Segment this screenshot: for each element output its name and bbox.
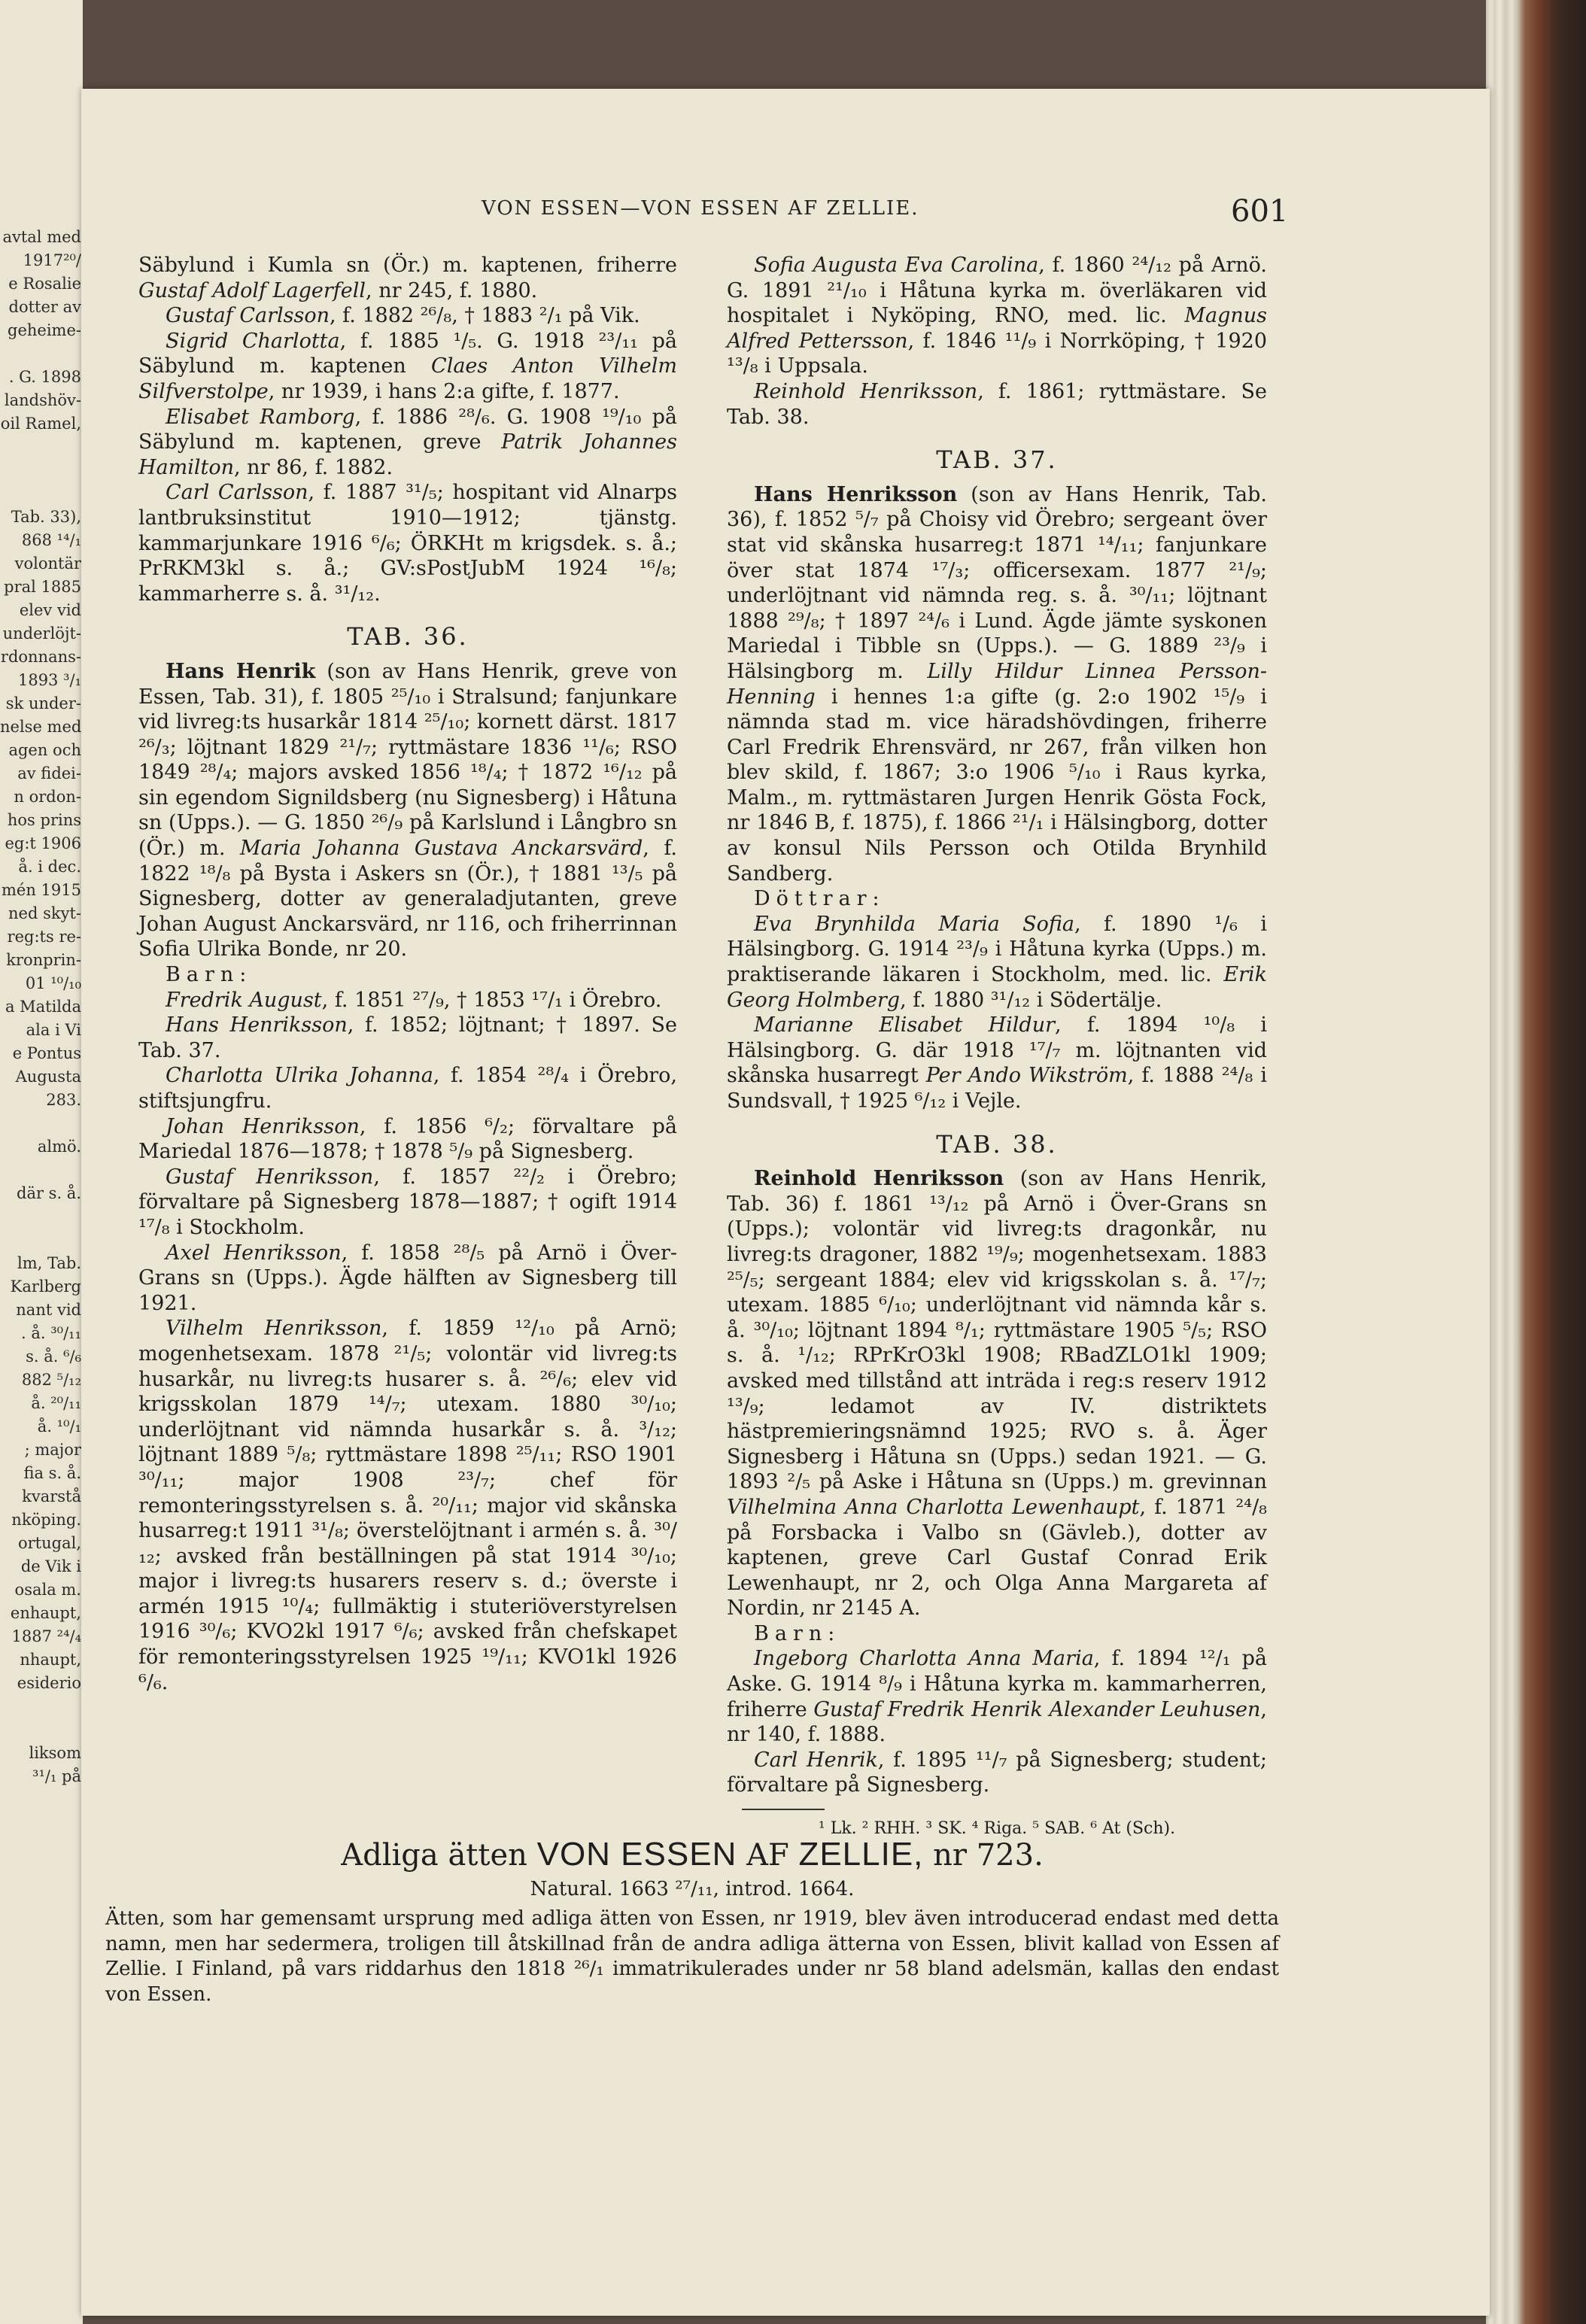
edge-line: 01 ¹⁰/₁₀	[25, 974, 81, 992]
edge-line: ; major	[24, 1441, 81, 1459]
edge-line: nhaupt,	[20, 1651, 81, 1669]
title-prefix: Adliga ätten	[341, 1838, 527, 1873]
edge-line	[0, 1159, 81, 1182]
edge-line: osala m.	[14, 1581, 81, 1599]
edge-line: agen och	[8, 741, 81, 759]
edge-line: oil Ramel,	[0, 415, 81, 433]
entry-paragraph: Sigrid Charlotta, f. 1885 ¹/₅. G. 1918 ²³/₁₁ på Säbylund m. kaptenen Claes Anton Vilhelm Silfverstolpe, nr 1939, i hans 2:a gifte, f. 1877.	[138, 329, 677, 403]
edge-line: 868 ¹⁴/₁	[21, 531, 81, 549]
edge-line: 1917²⁰/	[23, 251, 81, 269]
family-title	[105, 1836, 1279, 1873]
adjacent-page-text	[0, 226, 81, 1788]
book-edge	[1486, 0, 1586, 2324]
edge-line: a Matilda	[5, 998, 81, 1016]
edge-line: ned skyt-	[8, 904, 81, 922]
edge-line: n ordon-	[14, 788, 81, 806]
edge-line: Augusta	[15, 1068, 81, 1086]
edge-line: elev vid	[19, 601, 81, 619]
left-column	[138, 253, 677, 1695]
edge-line	[0, 482, 81, 506]
edge-line: de Vik i	[20, 1557, 81, 1575]
edge-line	[0, 1205, 81, 1229]
entry-paragraph: Eva Brynhilda Maria Sofia, f. 1890 ¹/₆ i Hälsingborg. G. 1914 ²³/₉ i Håtuna kyrka (Upps.) m. praktiserande läkaren i Stockholm, med. lic. Erik Georg Holmberg, f. 1880 ³¹/₁₂ i Södertälje.	[727, 912, 1267, 1012]
edge-line: esiderio	[17, 1674, 81, 1692]
edge-line: dotter av	[8, 298, 81, 316]
children-heading: Barn:	[754, 1621, 841, 1645]
edge-line: kronprin-	[6, 951, 81, 969]
edge-line: mén 1915	[2, 881, 81, 899]
edge-line: ortugal,	[18, 1534, 81, 1552]
entry-paragraph: Reinhold Henriksson (son av Hans Henrik, Tab. 36) f. 1861 ¹³/₁₂ på Arnö i Över-Grans sn (Upps.); volontär vid livreg:ts dragonkår, nu livreg:ts dragoner, 1882 ¹⁹/₉; mogenhetsexam. 1883 ²⁵/₅; sergeant 1884; elev vid krigsskolan s. å. ¹⁷/₇; utexam. 1885 ⁶/₁₀; underlöjtnant vid nämnda kår s. å. ³⁰/₁₀; löjtnant 1894 ⁸/₁; ryttmästare 1905 ⁵/₅; RSO s. å. ¹/₁₂; RPrKrO3kl 1908; RBadZLO1kl 1909; avsked med tillstånd att inträda i reg:s reserv 1912 ¹³/₉; ledamot av IV. distriktets hästpremieringsnämnd 1925; RVO s. å. Äger Signesberg i Håtuna sn (Upps.) sedan 1921. — G. 1893 ²/₅ på Aske i Håtuna sn (Upps.) m. grevinnan Vilhelmina Anna Charlotta Lewenhaupt, f. 1871 ²⁴/₈ på Forsbacka i Valbo sn (Gävleb.), dotter av kaptenen, greve Carl Gustaf Conrad Erik Lewenhaupt, nr 2, och Olga Anna Margareta af Nordin, nr 2145 A.	[727, 1167, 1267, 1621]
edge-line: sk under-	[5, 694, 81, 712]
edge-line: . G. 1898	[8, 368, 81, 386]
edge-line: geheime-	[8, 321, 81, 339]
edge-line	[0, 1229, 81, 1252]
edge-line: av fidei-	[17, 764, 81, 782]
entry-paragraph: Vilhelm Henriksson, f. 1859 ¹²/₁₀ på Arnö; mogenhetsexam. 1878 ²¹/₅; volontär vid livreg:ts husarkår, nu livreg:ts husarer s. å. ²⁶/₆; elev vid krigsskolan 1879 ¹⁴/₇; utexam. 1880 ³⁰/₁₀; underlöjtnant vid nämnda husarkår s. å. ³/₁₂; löjtnant 1889 ⁵/₈; ryttmästare 1898 ²⁵/₁₁; RSO 1901 ³⁰/₁₁; major 1908 ²³/₇; chef för remonteringsstyrelsen s. å. ²⁰/₁₁; major vid skånska husarreg:t 1911 ³¹/₈; överstelöjtnant i armén s. å. ³⁰/₁₂; avsked från beställningen på stat 1914 ³⁰/₁₀; major i livreg:ts husarers reserv s. d.; överste i armén 1915 ¹⁰/₄; fullmäktig i stuteriöverstyrelsen 1916 ³⁰/₆; KVO2kl 1917 ⁶/₆; avsked från chefskapet för remonteringsstyrelsen 1925 ¹⁹/₁₁; KVO1kl 1926 ⁶/₆.	[138, 1317, 677, 1694]
edge-line	[0, 342, 81, 366]
edge-line: där s. å.	[17, 1184, 81, 1202]
table-heading: TAB. 38.	[936, 1129, 1058, 1159]
edge-line	[0, 1112, 81, 1135]
edge-line: kvarstå	[22, 1487, 81, 1505]
edge-line: landshöv-	[4, 391, 81, 409]
footnotes: ¹ Lk. ² RHH. ³ SK. ⁴ Riga. ⁵ SAB. ⁶ At (Sch).	[818, 1819, 1176, 1839]
edge-line: eg:t 1906	[5, 834, 81, 852]
edge-line: å. ¹⁰/₁	[37, 1417, 81, 1435]
edge-line: hos prins	[7, 811, 81, 829]
title-number: nr 723.	[933, 1838, 1044, 1873]
edge-line: 882 ⁵/₁₂	[21, 1371, 81, 1389]
entry-paragraph: Reinhold Henriksson, f. 1861; ryttmästare. Se Tab. 38.	[727, 379, 1267, 429]
entry-paragraph: Johan Henriksson, f. 1856 ⁶/₂; förvaltare på Mariedal 1876—1878; † 1878 ⁵/₉ på Signesberg.	[138, 1114, 677, 1164]
edge-line	[0, 459, 81, 482]
edge-line: avtal med	[2, 228, 81, 246]
table-heading: TAB. 36.	[347, 622, 469, 652]
entry-paragraph: Carl Carlsson, f. 1887 ³¹/₅; hospitant vid Alnarps lantbruksinstitut 1910—1912; tjänstg. kammarjunkare 1916 ⁶/₆; ÖRKHt m krigsdek. s. å.; PrRKM3kl s. å.; GV:sPostJubM 1924 ¹⁶/₈; kammarherre s. å. ³¹/₁₂.	[138, 481, 677, 606]
children-heading: Barn:	[166, 963, 253, 987]
edge-line: Tab. 33),	[11, 508, 81, 526]
entry-paragraph: Axel Henriksson, f. 1858 ²⁸/₅ på Arnö i Över-Grans sn (Upps.). Ägde hälften av Signesberg till 1921.	[138, 1241, 677, 1315]
edge-line: enhaupt,	[10, 1604, 81, 1622]
right-column	[727, 253, 1267, 1842]
edge-line	[0, 436, 81, 459]
edge-line: almö.	[37, 1138, 81, 1156]
edge-line: nelse med	[0, 718, 81, 736]
edge-line: lm, Tab.	[17, 1254, 81, 1272]
edge-line: 1887 ²⁴/₄	[11, 1627, 81, 1645]
entry-paragraph: Hans Henriksson (son av Hans Henrik, Tab. 36), f. 1852 ⁵/₇ på Choisy vid Örebro; sergeant över stat vid skånska husarreg:t 1871 ¹⁴/₁₁; fanjunkare över stat 1874 ¹⁷/₃; officersexam. 1877 ²¹/₉; underlöjtnant vid nämnda reg. s. å. ³⁰/₁₁; löjtnant 1888 ²⁹/₈; † 1897 ²⁴/₆ i Lund. Ägde jämte syskonen Mariedal i Tibble sn (Upps.). — G. 1889 ²³/₉ i Hälsingborg m. Lilly Hildur Linnea Persson-Henning i hennes 1:a gifte (g. 2:o 1902 ¹⁵/₉ i nämnda stad m. vice häradshövdingen, friherre Carl Fredrik Ehrensvärd, nr 267, från vilken hon blev skild, f. 1867; 3:o 1906 ⁵/₁₀ i Raus kyrka, Malm., m. ryttmästaren Jurgen Henrik Gösta Fock, nr 1846 B, f. 1875), f. 1866 ²¹/₁ i Hälsingborg, dotter av konsul Nils Persson och Otilda Brynhild Sandberg.	[727, 482, 1267, 886]
edge-line: ala i Vi	[26, 1021, 81, 1039]
running-header: VON ESSEN—VON ESSEN AF ZELLIE.	[482, 197, 919, 220]
edge-line: e Pontus	[12, 1044, 81, 1062]
entry-paragraph: Charlotta Ulrika Johanna, f. 1854 ²⁸/₄ i Örebro, stiftsjungfru.	[138, 1064, 677, 1113]
edge-line: e Rosalie	[8, 275, 81, 293]
edge-line: reg:ts re-	[7, 928, 81, 946]
edge-line: Karlberg	[10, 1277, 81, 1296]
entry-paragraph: Elisabet Ramborg, f. 1886 ²⁸/₆. G. 1908 ¹⁹/₁₀ på Säbylund m. kaptenen, greve Patrik Johannes Hamilton, nr 86, f. 1882.	[138, 405, 677, 479]
family-subtitle: Natural. 1663 ²⁷/₁₁, introd. 1664.	[530, 1878, 855, 1900]
children-heading: Döttrar:	[754, 887, 886, 911]
footnote-rule	[742, 1809, 825, 1810]
edge-line: 283.	[46, 1091, 81, 1109]
title-af: AF	[746, 1838, 789, 1873]
edge-line	[0, 1695, 81, 1718]
edge-line: 1893 ³/₁	[17, 671, 81, 689]
adjacent-page	[0, 0, 83, 2324]
entry-paragraph: Gustaf Henriksson, f. 1857 ²²/₂ i Örebro; förvaltare på Signesberg 1878—1887; † ogift 1914 ¹⁷/₈ i Stockholm.	[138, 1165, 677, 1239]
family-text: Ätten, som har gemensamt ursprung med adliga ätten von Essen, nr 1919, blev även introducerad endast med detta namn, men har sedermera, troligen till åtskillnad från de andra adliga ätterna von Essen, blivit kallad von Essen af Zellie. I Finland, på vars riddarhus den 1818 ²⁶/₁ immatrikulerades under nr 58 bland adelsmän, kallas den endast von Essen.	[105, 1907, 1279, 2006]
title-name-2: ZELLIE,	[798, 1836, 924, 1873]
edge-line: nköping.	[11, 1511, 81, 1529]
edge-line: pral 1885	[4, 578, 81, 596]
entry-paragraph: Fredrik August, f. 1851 ²⁷/₉, † 1853 ¹⁷/₁ i Örebro.	[166, 988, 662, 1012]
entry-paragraph: Marianne Elisabet Hildur, f. 1894 ¹⁰/₈ i Hälsingborg. G. där 1918 ¹⁷/₇ m. löjtnanten vid skånska husarregt Per Ando Wikström, f. 1888 ²⁴/₈ i Sundsvall, † 1925 ⁶/₁₂ i Vejle.	[727, 1013, 1267, 1113]
entry-paragraph: Carl Henrik, f. 1895 ¹¹/₇ på Signesberg; student; förvaltare på Signesberg.	[727, 1748, 1268, 1797]
entry-paragraph: Hans Henriksson, f. 1852; löjtnant; † 1897. Se Tab. 37.	[138, 1013, 677, 1062]
edge-line: . å. ³⁰/₁₁	[21, 1324, 81, 1342]
edge-line: fia s. å.	[23, 1464, 81, 1482]
edge-line	[0, 1718, 81, 1742]
title-name: VON ESSEN	[536, 1836, 737, 1873]
edge-line: å. ²⁰/₁₁	[31, 1394, 81, 1412]
table-heading: TAB. 37.	[936, 445, 1058, 475]
edge-line: liksom	[29, 1744, 81, 1762]
entry-paragraph: Ingeborg Charlotta Anna Maria, f. 1894 ¹²/₁ på Aske. G. 1914 ⁸/₉ i Håtuna kyrka m. kammarherren, friherre Gustaf Fredrik Henrik Alexander Leuhusen, nr 140, f. 1888.	[727, 1647, 1268, 1747]
edge-line: underlöjt-	[2, 624, 81, 643]
edge-line: å. i dec.	[18, 858, 81, 876]
entry-paragraph: Hans Henrik (son av Hans Henrik, greve von Essen, Tab. 31), f. 1805 ²⁵/₁₀ i Stralsund; fanjunkare vid livreg:ts husarkår 1814 ²⁵/₁₀; kornett därst. 1817 ²⁶/₃; löjtnant 1829 ²¹/₇; ryttmästare 1836 ¹¹/₆; RSO 1849 ²⁸/₄; majors avsked 1856 ¹⁸/₄; † 1872 ¹⁶/₁₂ på sin egendom Signildsberg (nu Signesberg) i Håtuna sn (Upps.). — G. 1850 ²⁶/₉ på Karlslund i Långbro sn (Ör.) m. Maria Johanna Gustava Anckarsvärd, f. 1822 ¹⁸/₈ på Bysta i Askers sn (Ör.), † 1881 ¹³/₅ på Signesberg, dotter av generaladjutanten, greve Johan August Anckarsvärd, nr 116, och friherrinnan Sofia Ulrika Bonde, nr 20.	[138, 659, 678, 961]
entry-paragraph: Gustaf Carlsson, f. 1882 ²⁶/₈, † 1883 ²/₁ på Vik.	[166, 304, 640, 328]
edge-line: s. å. ⁶/₆	[26, 1347, 81, 1366]
page-number: 601	[1231, 194, 1289, 229]
edge-line: volontär	[14, 554, 81, 573]
edge-line: ³¹/₁ på	[32, 1767, 81, 1785]
entry-paragraph: Säbylund i Kumla sn (Ör.) m. kaptenen, friherre Gustaf Adolf Lagerfell, nr 245, f. 1880.	[138, 254, 677, 302]
edge-line: rdonnans-	[0, 648, 81, 666]
edge-line: nant vid	[16, 1301, 81, 1319]
family-section	[105, 1836, 1279, 2007]
entry-paragraph: Sofia Augusta Eva Carolina, f. 1860 ²⁴/₁₂ på Arnö. G. 1891 ²¹/₁₀ i Håtuna kyrka m. överläkaren vid hospitalet i Nyköping, RNO, med. lic. Magnus Alfred Pettersson, f. 1846 ¹¹/₉ i Norrköping, † 1920 ¹³/₈ i Uppsala.	[727, 254, 1267, 378]
